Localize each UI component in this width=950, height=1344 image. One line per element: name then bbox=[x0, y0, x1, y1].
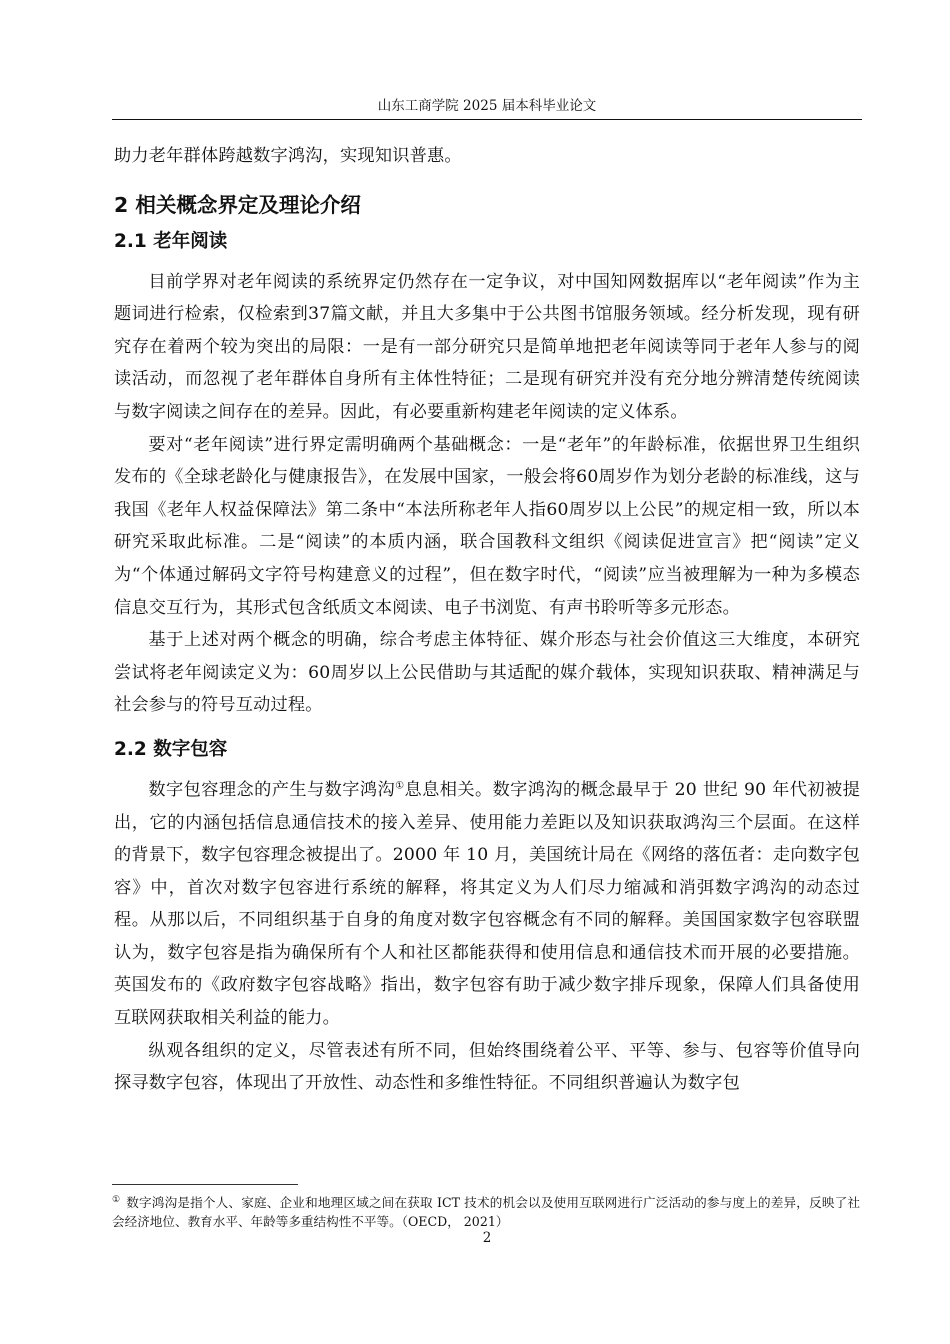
running-header: 山东工商学院 2025 届本科毕业论文 bbox=[377, 98, 597, 114]
paragraph: 基于上述对两个概念的明确，综合考虑主体特征、媒介形态与社会价值这三大维度，本研究尝试将老年阅读定义为：60周岁以上公民借助与其适配的媒介载体，实现知识获取、精神满足与社会参与的符号互动过程。 bbox=[114, 630, 860, 716]
paragraph bbox=[114, 774, 860, 1035]
section-2-1-heading: 2.1 老年阅读 bbox=[114, 230, 228, 252]
paragraph-text: 数字包容理念的产生与数字鸿沟 bbox=[148, 779, 396, 800]
footnote-text: 数字鸿沟是指个人、家庭、企业和地理区域之间在获取 ICT 技术的机会以及使用互联网进行广泛活动的参与度上的差异，反映了社会经济地位、教育水平、年龄等多重结构性不平等。（OECD， 2021） bbox=[112, 1195, 860, 1229]
paragraph: 目前学界对老年阅读的系统界定仍然存在一定争议，对中国知网数据库以“老年阅读”作为主题词进行检索，仅检索到37篇文献，并且大多集中于公共图书馆服务领域。经分析发现，现有研究存在着两个较为突出的局限：一是有一部分研究只是简单地把老年阅读等同于老年人参与的阅读活动，而忽视了老年群体自身所有主体性特征；二是现有研究并没有充分地分辨清楚传统阅读与数字阅读之间存在的差异。因此，有必要重新构建老年阅读的定义体系。 bbox=[114, 271, 860, 422]
footnote-mark: ① bbox=[112, 1194, 121, 1205]
section-2-heading: 2 相关概念界定及理论介绍 bbox=[114, 192, 361, 217]
footnote bbox=[112, 1193, 860, 1231]
carryover-paragraph: 助力老年群体跨越数字鸿沟，实现知识普惠。 bbox=[114, 146, 462, 166]
paragraph-text: 息息相关。数字鸿沟的概念最早于 20 世纪 90 年代初被提出，它的内涵包括信息通信技术的接入差异、使用能力差距以及知识获取鸿沟三个层面。在这样的背景下，数字包容理念被提出了。2000 年 10 月，美国统计局在《网络的落伍者：走向数字包容》中，首次对数字包容进行系统的解释，将其定义为人们尽力缩减和消弭数字鸿沟的动态过程。从那以后，不同组织基于自身的角度对数字包容概念有不同的解释。美国国家数字包容联盟认为，数字包容是指为确保所有个人和社区都能获得和使用信息和通信技术而开展的必要措施。英国发布的《政府数字包容战略》指出，数字包容有助于减少数字排斥现象，保障人们具备使用互联网获取相关利益的能力。 bbox=[114, 779, 860, 1029]
paragraph: 纵观各组织的定义，尽管表述有所不同，但始终围绕着公平、平等、参与、包容等价值导向探寻数字包容，体现出了开放性、动态性和多维性特征。不同组织普遍认为数字包 bbox=[114, 1040, 860, 1094]
footnote-reference[interactable]: ① bbox=[395, 780, 405, 792]
section-2-2-heading: 2.2 数字包容 bbox=[114, 738, 228, 760]
paragraph: 要对“老年阅读”进行界定需明确两个基础概念：一是“老年”的年龄标准，依据世界卫生组织发布的《全球老龄化与健康报告》，在发展中国家，一般会将60周岁作为划分老龄的标准线，这与我国《老年人权益保障法》第二条中“本法所称老年人指60周岁以上公民”的规定相一致，所以本研究采取此标准。二是“阅读”的本质内涵，联合国教科文组织《阅读促进宣言》把“阅读”定义为“个体通过解码文字符号构建意义的过程”，但在数字时代，“阅读”应当被理解为一种为多模态信息交互行为，其形式包含纸质文本阅读、电子书浏览、有声书聆听等多元形态。 bbox=[114, 434, 860, 618]
page-number: 2 bbox=[482, 1230, 492, 1246]
footnote-rule bbox=[112, 1184, 298, 1185]
page-body bbox=[114, 140, 860, 1100]
header-rule bbox=[112, 119, 862, 120]
